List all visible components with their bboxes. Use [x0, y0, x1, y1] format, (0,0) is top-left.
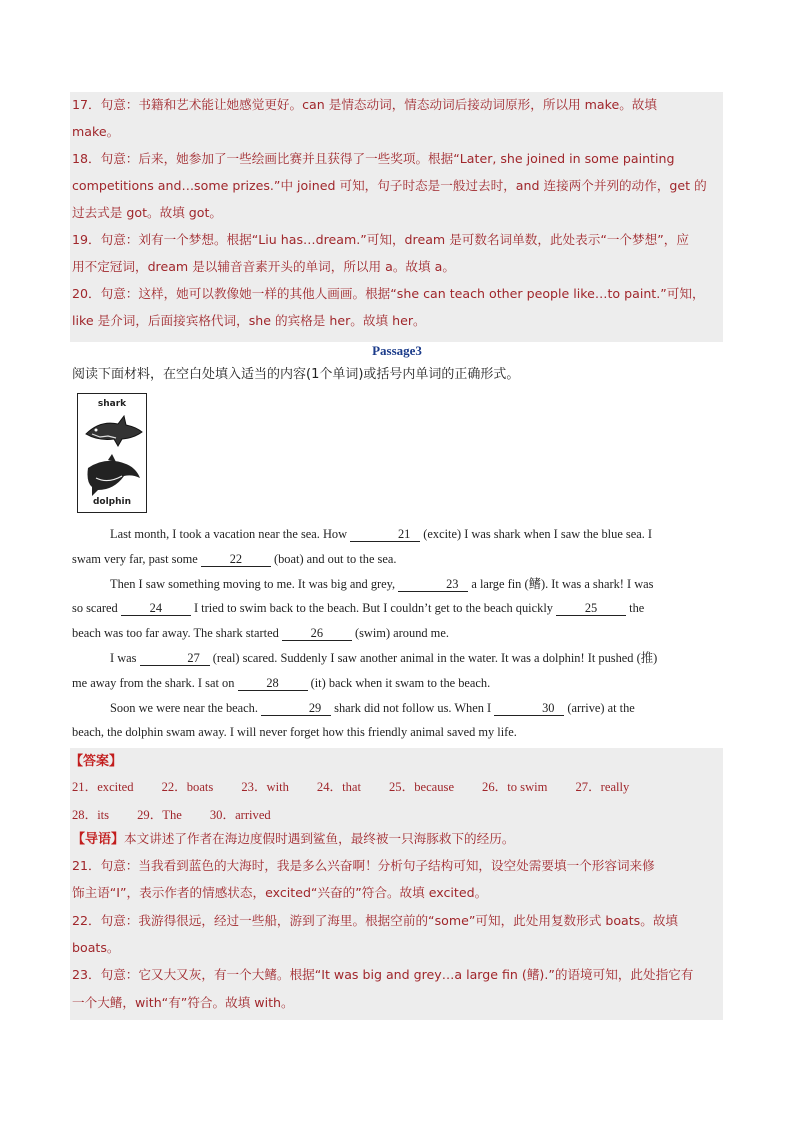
explanation-line: 用不定冠词，dream 是以辅音音素开头的单词，所以用 a。故填 a。 — [72, 259, 455, 274]
answer-blank[interactable]: 23 — [398, 577, 468, 592]
explanation-line: make。 — [72, 124, 120, 139]
answer-blank[interactable]: 22 — [201, 552, 271, 567]
shark-icon — [78, 410, 146, 450]
dolphin-icon — [78, 454, 146, 498]
answer-blank[interactable]: 28 — [238, 676, 308, 691]
story-line: me away from the shark. I sat on 28 (it) back when it swam to the beach. — [72, 675, 491, 690]
explanation-line: 19．句意：刘有一个梦想。根据“Liu has…dream.”可知，dream 是可数名词单数，此处表示“一个梦想”，应 — [72, 232, 689, 247]
story-line: Last month, I took a vacation near the sea. How 21 (excite) I was shark when I saw the blue sea. I — [110, 527, 653, 541]
answer-blank[interactable]: 24 — [121, 601, 191, 616]
explanation-line: 20．句意：这样，她可以教像她一样的其他人画画。根据“she can teach other people like…to paint.”可知， — [72, 286, 705, 301]
explanation-line: 一个大鳍，with“有”符合。故填 with。 — [72, 994, 294, 1010]
answers-row-2 — [72, 804, 299, 823]
passage-title: Passage3 — [372, 343, 422, 358]
story-line: beach, the dolphin swam away. I will never forget how this friendly animal saved my life. — [72, 725, 517, 740]
story-line: I was 27 (real) scared. Suddenly I saw another animal in the water. It was a dolphin! It pushed (推) — [110, 651, 658, 665]
explanation-line: 过去式是 got。故填 got。 — [72, 205, 223, 220]
explanation-line: boats。 — [72, 939, 120, 955]
answer-blank[interactable]: 27 — [140, 651, 210, 666]
answer-item: 24．that — [316, 780, 361, 794]
shark-label: shark — [97, 399, 127, 409]
story-line: beach was too far away. The shark started 26 (swim) around me. — [72, 626, 449, 641]
answer-item: 25．because — [389, 780, 455, 794]
story-line: Soon we were near the beach. 29 shark did not follow us. When I 30 (arrive) at the — [110, 700, 635, 715]
explanation-line: 23．句意：它又大又灰，有一个大鳍。根据“It was big and grey…a large fin (鳍).”的语境可知，此处指它有 — [72, 967, 694, 983]
explanation-line: competitions and…some prizes.”中 joined 可知，句子时态是一般过去时，and 连接两个并列的动作，get 的 — [72, 178, 707, 193]
story-line: swam very far, past some 22 (boat) and out to the sea. — [72, 551, 397, 566]
answer-item: 29．The — [137, 808, 182, 822]
answer-item: 27．really — [575, 780, 630, 794]
answer-item: 22．boats — [161, 780, 214, 794]
shark-dolphin-picture — [77, 393, 147, 513]
guide-label: 【导语】 — [72, 832, 125, 847]
answers-row-1 — [72, 776, 657, 795]
answer-item: 23．with — [241, 780, 289, 794]
instruction: 阅读下面材料，在空白处填入适当的内容(1个单词)或括号内单词的正确形式。 — [72, 367, 520, 382]
answer-blank[interactable]: 30 — [494, 701, 564, 716]
explanation-line: 18．句意：后来，她参加了一些绘画比赛并且获得了一些奖项。根据“Later, she joined in some painting — [72, 151, 675, 166]
answer-blank[interactable]: 29 — [261, 701, 331, 716]
explanation-line: 饰主语“I”，表示作者的情感状态，excited“兴奋的”符合。故填 excited。 — [72, 885, 488, 901]
story-line: Then I saw something moving to me. It was big and grey, 23 a large fin (鳍). It was a shark! I was — [110, 576, 654, 591]
explanation-line: 21．句意：当我看到蓝色的大海时，我是多么兴奋啊！分析句子结构可知，设空处需要填一个形容词来修 — [72, 858, 655, 873]
answer-blank[interactable]: 26 — [282, 626, 352, 641]
answer-item: 30．arrived — [209, 808, 271, 822]
answer-item: 26．to swim — [482, 780, 548, 794]
answer-item: 21．excited — [72, 780, 134, 794]
dolphin-label: dolphin — [92, 497, 132, 507]
answer-item: 28．its — [72, 808, 110, 822]
explanation-line: 17．句意：书籍和艺术能让她感觉更好。can 是情态动词，情态动词后接动词原形，所以用 make。故填 — [72, 97, 657, 112]
answer-label: 【答案】 — [70, 754, 123, 769]
guide-line — [72, 830, 724, 849]
answer-blank[interactable]: 21 — [350, 527, 420, 542]
answer-blank[interactable]: 25 — [556, 601, 626, 616]
explanation-line: 22．句意：我游得很远，经过一些船，游到了海里。根据空前的“some”可知，此处用复数形式 boats。故填 — [72, 912, 679, 928]
explanation-line: like 是介词，后面接宾格代词，she 的宾格是 her。故填 her。 — [72, 313, 426, 328]
guide-text: 本文讲述了作者在海边度假时遇到鲨鱼，最终被一只海豚救下的经历。 — [124, 831, 515, 846]
story-line: so scared 24 I tried to swim back to the beach. But I couldn’t get to the beach quickly 25 the — [72, 601, 645, 616]
